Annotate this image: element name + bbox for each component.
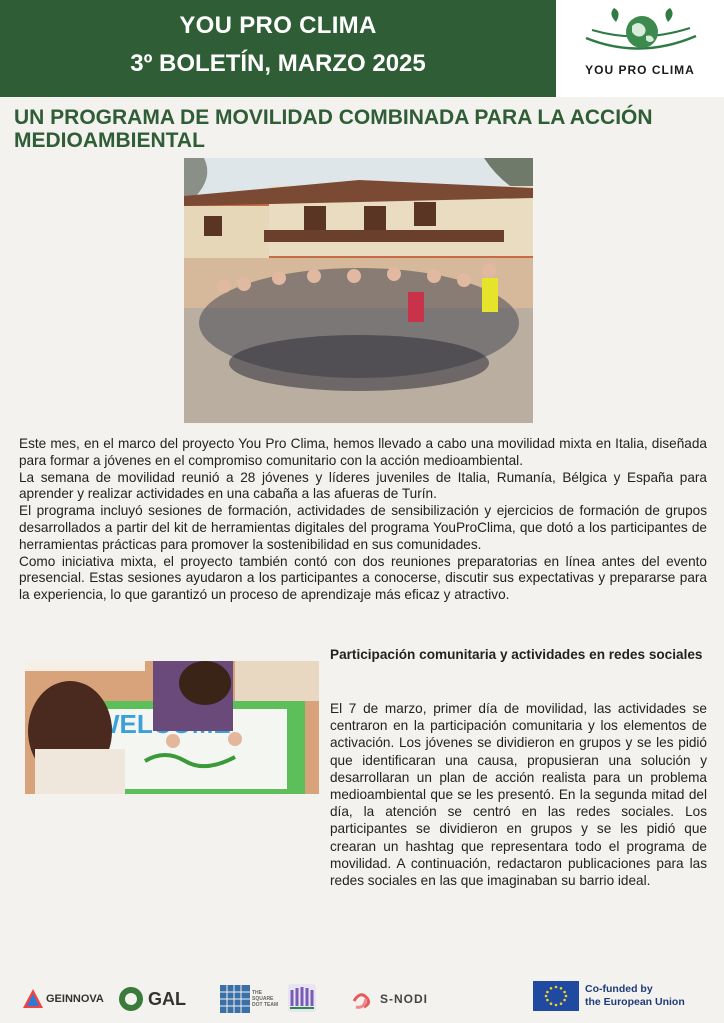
partner-name: GAL [148, 988, 186, 1009]
intro-text [19, 436, 707, 604]
section-body: El 7 de marzo, primer día de movilidad, las actividades se centraron en la participación comunitaria y los elementos de activación. Los jóvenes se dividieron en grupos y se les pidió que identificaran una causa, propusieran una solución y desarrollaran un plan de acción realista para un problema medioambiental que se les presentó. En la segunda mitad del día, la atención se centró en las redes sociales. Los participantes se dividieron en grupos y se les pidió que crearan un hashtag que representara todo el programa de movilidad. A continuación, redactaron publicaciones para las redes sociales en las que imaginaban su barrio ideal. [330, 701, 707, 889]
partner-logo-gal [118, 983, 186, 1015]
partner-logo-geinnova [22, 983, 104, 1015]
gal-icon [118, 986, 144, 1012]
geinnova-icon [22, 988, 44, 1010]
eu-line: Co-funded by [585, 983, 653, 995]
intro-paragraph: La semana de movilidad reunió a 28 jóvenes y líderes juveniles de Italia, Rumanía, Bélgica y España para aprender y realizar actividades en una cabaña a las afueras de Turín. [19, 469, 707, 502]
snodi-icon [350, 987, 374, 1011]
eu-funding-text [585, 983, 685, 1009]
header-banner [0, 0, 556, 97]
partner-name: S-NODI [380, 992, 428, 1006]
logo-text: YOU PRO CLIMA [585, 63, 695, 77]
partner-name: THE SQUARE DOT TEAM [252, 990, 279, 1008]
activity-photo [25, 661, 319, 794]
intro-paragraph: Este mes, en el marco del proyecto You Pro Clima, hemos llevado a cabo una movilidad mixta en Italia, diseñada para formar a jóvenes en el compromiso comunitario con la acción medioambiental. [19, 436, 707, 468]
article-title: UN PROGRAMA DE MOVILIDAD COMBINADA PARA LA ACCIÓN MEDIOAMBIENTAL [14, 106, 653, 152]
eu-flag-icon [533, 981, 579, 1011]
section-heading: Participación comunitaria y actividades en redes sociales [330, 647, 703, 662]
header-subtitle: 3º BOLETÍN, MARZO 2025 [130, 50, 426, 77]
partner-logo-hands [286, 983, 318, 1015]
intro-paragraph: El programa incluyó sesiones de formación, actividades de sensibilización y ejercicios de formación de grupos desarrollados a partir del kit de herramientas digitales del programa YouProClima, que dotó a los participantes de herramientas prácticas para promover la sostenibilidad en sus comunidades. [19, 503, 707, 552]
partner-name: GEINNOVA [46, 993, 104, 1005]
project-logo [556, 0, 724, 97]
eu-line: the European Union [585, 996, 685, 1008]
square-dot-icon [220, 985, 250, 1013]
hands-icon [286, 982, 318, 1016]
partner-logo-square-dot [220, 983, 282, 1015]
group-photo [184, 158, 533, 423]
header-title: YOU PRO CLIMA [179, 12, 377, 39]
partner-logo-snodi [350, 983, 428, 1015]
intro-paragraph: Como iniciativa mixta, el proyecto también contó con dos reuniones preparatorias en línea antes del evento presencial. Estas sesiones ayudaron a los participantes a conocerse, discutir sus expectativas y prepararse para la experiencia, lo que garantizó un proceso de aprendizaje más eficaz y atractivo. [19, 553, 707, 603]
globe-icon [556, 0, 724, 60]
